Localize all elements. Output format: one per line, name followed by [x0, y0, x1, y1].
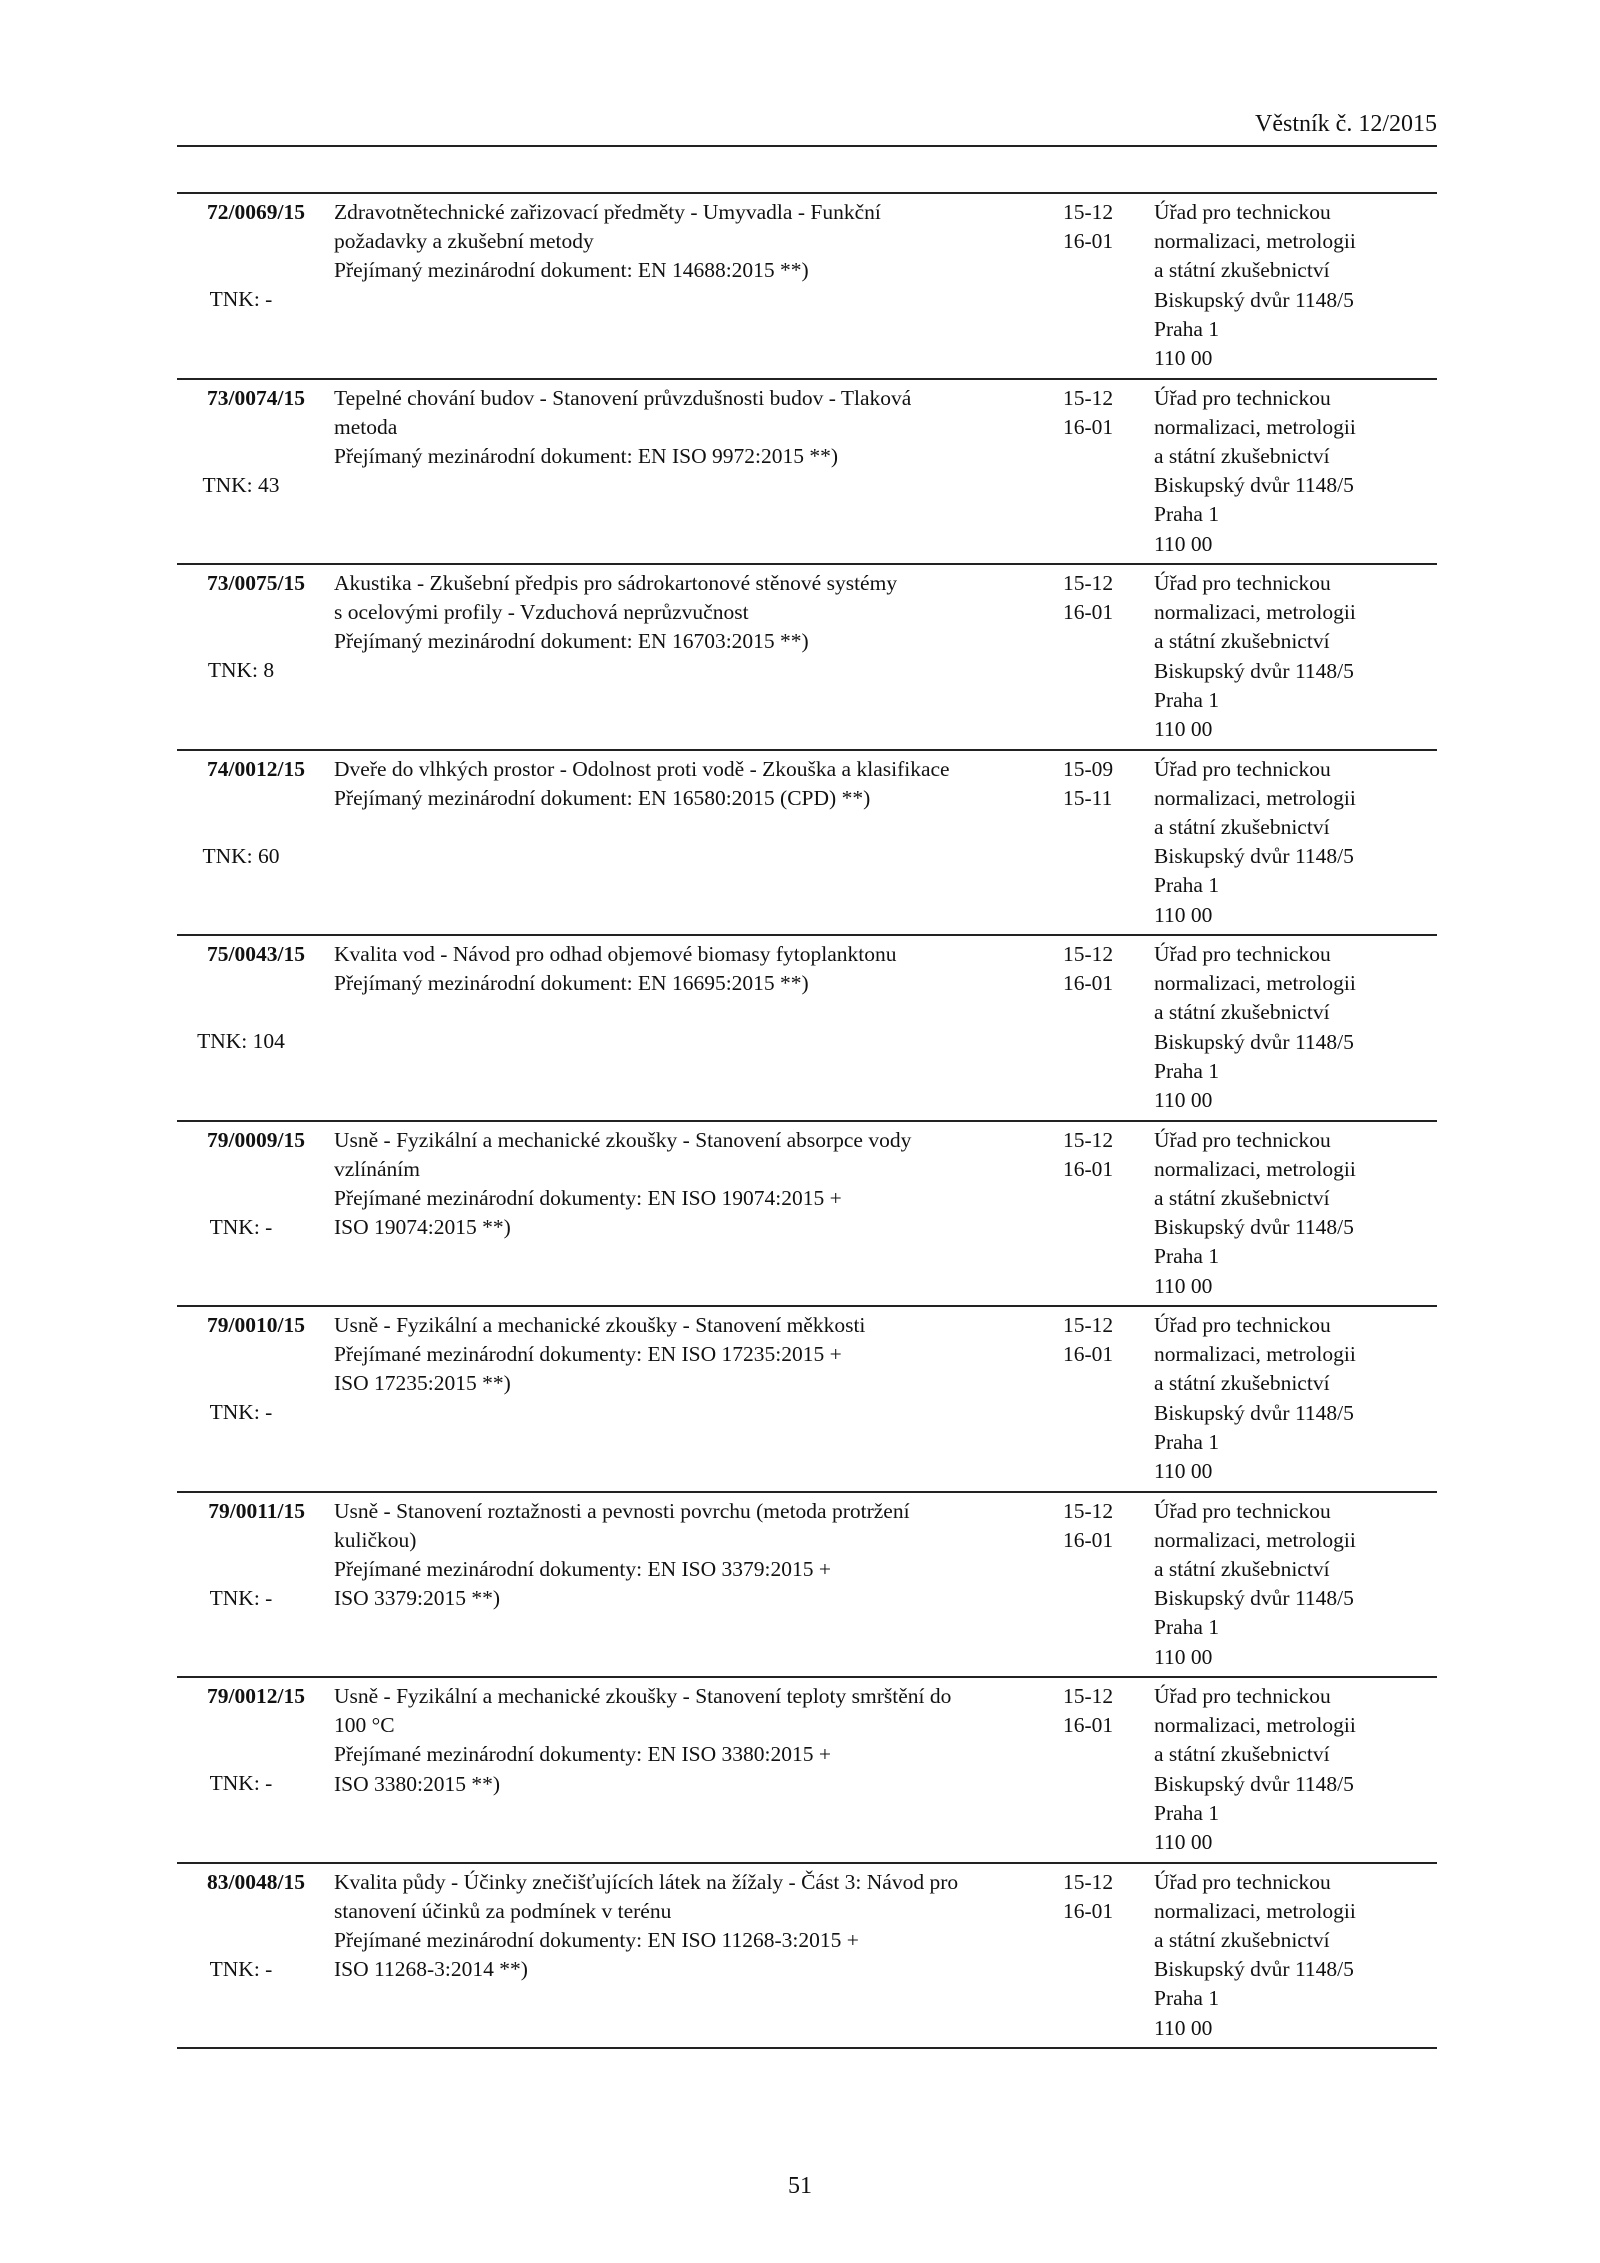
address-line: normalizaci, metrologii: [1154, 414, 1356, 439]
address-line: Úřad pro technickou: [1154, 1498, 1331, 1523]
date: 15-12: [1063, 385, 1114, 410]
address-line: Úřad pro technickou: [1154, 1869, 1331, 1894]
standard-code: 79/0010/15: [207, 1313, 305, 1337]
title-line: Přejímaný mezinárodní dokument: EN 16695:2015 **): [334, 971, 809, 996]
standard-code: 73/0074/15: [207, 385, 305, 410]
tnk-number: TNK: 8: [207, 658, 275, 682]
office-address: [1154, 1868, 1356, 2043]
dates: [1063, 569, 1113, 627]
table-row: [177, 1678, 1437, 1864]
table-row: [177, 194, 1437, 380]
standards-table: [177, 192, 1437, 2049]
date: 16-01: [1063, 600, 1114, 625]
date: 16-01: [1063, 1527, 1114, 1552]
office-address: [1154, 384, 1356, 559]
standard-code: 74/0012/15: [207, 756, 305, 781]
address-line: normalizaci, metrologii: [1154, 1342, 1356, 1367]
title-line: ISO 11268-3:2014 **): [334, 1957, 528, 1982]
address-line: Praha 1: [1154, 502, 1220, 527]
title-line: Přejímané mezinárodní dokumenty: EN ISO 3380:2015 +: [334, 1742, 831, 1767]
title-line: Kvalita půdy - Účinky znečišťujících látek na žížaly - Část 3: Návod pro: [334, 1869, 959, 1894]
office-address: [1154, 198, 1356, 373]
standard-code: 79/0011/15: [208, 1498, 305, 1523]
address-line: Úřad pro technickou: [1154, 1313, 1331, 1337]
address-line: Úřad pro technickou: [1154, 942, 1331, 966]
title-line: ISO 3379:2015 **): [334, 1586, 501, 1611]
dates: [1063, 384, 1113, 442]
office-address: [1154, 755, 1356, 930]
address-line: Biskupský dvůr 1148/5: [1154, 1029, 1354, 1054]
dates: [1063, 1682, 1113, 1740]
table-row: [177, 1493, 1437, 1679]
address-line: normalizaci, metrologii: [1154, 1898, 1356, 1923]
title-line: kuličkou): [334, 1527, 417, 1552]
table-row: [177, 751, 1437, 937]
title-line: Přejímaný mezinárodní dokument: EN ISO 9972:2015 **): [334, 443, 838, 468]
address-line: 110 00: [1154, 346, 1213, 371]
address-line: Praha 1: [1154, 1429, 1220, 1454]
title-line: Přejímané mezinárodní dokumenty: EN ISO 17235:2015 +: [334, 1342, 842, 1367]
address-line: Praha 1: [1154, 1058, 1220, 1083]
table-row: [177, 1307, 1437, 1493]
address-line: Biskupský dvůr 1148/5: [1154, 1771, 1354, 1796]
date: 15-09: [1063, 756, 1114, 781]
tnk-number: TNK: 60: [202, 843, 280, 868]
title-line: Tepelné chování budov - Stanovení průvzdušnosti budov - Tlaková: [334, 385, 912, 410]
title-line: Přejímaný mezinárodní dokument: EN 16703:2015 **): [334, 629, 809, 654]
date: 15-12: [1063, 1313, 1114, 1337]
tnk-number: TNK: -: [209, 1400, 273, 1424]
title-line: Přejímané mezinárodní dokumenty: EN ISO 3379:2015 +: [334, 1556, 831, 1581]
standard-code: 83/0048/15: [207, 1869, 305, 1894]
title-line: s ocelovými profily - Vzduchová neprůzvučnost: [334, 600, 749, 625]
address-line: normalizaci, metrologii: [1154, 1156, 1356, 1181]
office-address: [1154, 1497, 1356, 1672]
title-line: ISO 19074:2015 **): [334, 1215, 511, 1240]
address-line: Praha 1: [1154, 873, 1220, 898]
address-line: Úřad pro technickou: [1154, 756, 1331, 781]
address-line: Biskupský dvůr 1148/5: [1154, 1957, 1354, 1982]
title-line: 100 °C: [334, 1713, 395, 1738]
title-line: Kvalita vod - Návod pro odhad objemové biomasy fytoplanktonu: [334, 942, 897, 966]
date: 15-12: [1063, 1684, 1114, 1708]
address-line: 110 00: [1154, 902, 1213, 927]
address-line: a státní zkušebnictví: [1154, 1185, 1330, 1210]
date: 15-12: [1063, 942, 1114, 966]
tnk-number: TNK: 104: [197, 1029, 285, 1053]
address-line: a státní zkušebnictví: [1154, 1927, 1330, 1952]
address-line: Praha 1: [1154, 1800, 1220, 1825]
dates: [1063, 940, 1113, 998]
address-line: Úřad pro technickou: [1154, 1127, 1331, 1152]
address-line: Biskupský dvůr 1148/5: [1154, 844, 1354, 869]
date: 15-12: [1063, 571, 1114, 595]
table-row: [177, 565, 1437, 751]
standard-code: 73/0075/15: [207, 571, 305, 595]
dates: [1063, 1497, 1113, 1555]
address-line: a státní zkušebnictví: [1154, 629, 1330, 654]
standard-code: 79/0009/15: [207, 1127, 305, 1152]
address-line: Úřad pro technickou: [1154, 1684, 1331, 1708]
title-line: ISO 17235:2015 **): [334, 1371, 511, 1396]
title-line: Přejímaný mezinárodní dokument: EN 14688:2015 **): [334, 258, 809, 283]
office-address: [1154, 1682, 1356, 1857]
address-line: 110 00: [1154, 2015, 1213, 2040]
date: 16-01: [1063, 414, 1114, 439]
address-line: Praha 1: [1154, 1615, 1220, 1640]
address-line: 110 00: [1154, 717, 1213, 742]
address-line: a státní zkušebnictví: [1154, 443, 1330, 468]
title-line: Usně - Fyzikální a mechanické zkoušky - Stanovení měkkosti: [334, 1313, 866, 1337]
title-line: Usně - Stanovení roztažnosti a pevnosti povrchu (metoda protržení: [334, 1498, 910, 1523]
title-line: Přejímaný mezinárodní dokument: EN 16580:2015 (CPD) **): [334, 785, 871, 810]
tnk-number: TNK: 43: [202, 472, 280, 497]
address-line: 110 00: [1154, 1459, 1213, 1484]
address-line: a státní zkušebnictví: [1154, 1742, 1330, 1767]
date: 15-12: [1063, 1869, 1114, 1894]
date: 16-01: [1063, 971, 1114, 996]
table-row: [177, 1864, 1437, 2050]
address-line: 110 00: [1154, 1088, 1213, 1113]
tnk-number: TNK: -: [209, 1585, 273, 1610]
standard-code: 79/0012/15: [207, 1684, 305, 1708]
date: 15-12: [1063, 1498, 1114, 1523]
title-line: ISO 3380:2015 **): [334, 1771, 501, 1796]
standard-code: 72/0069/15: [207, 200, 305, 224]
address-line: a státní zkušebnictví: [1154, 258, 1330, 283]
title-line: Přejímané mezinárodní dokumenty: EN ISO 19074:2015 +: [334, 1185, 842, 1210]
title-line: Dveře do vlhkých prostor - Odolnost proti vodě - Zkouška a klasifikace: [334, 756, 950, 781]
page-number: 51: [788, 2173, 812, 2199]
address-line: Biskupský dvůr 1148/5: [1154, 658, 1354, 683]
tnk-number: TNK: -: [209, 1214, 273, 1239]
address-line: 110 00: [1154, 1644, 1213, 1669]
dates: [1063, 198, 1113, 256]
tnk-number: TNK: -: [209, 1956, 273, 1981]
address-line: normalizaci, metrologii: [1154, 600, 1356, 625]
office-address: [1154, 940, 1356, 1115]
dates: [1063, 1126, 1113, 1184]
standard-code: 75/0043/15: [207, 942, 305, 966]
address-line: a státní zkušebnictví: [1154, 1556, 1330, 1581]
dates: [1063, 1868, 1113, 1926]
date: 16-01: [1063, 1156, 1114, 1181]
office-address: [1154, 569, 1356, 744]
date: 16-01: [1063, 1342, 1114, 1367]
title-line: Přejímané mezinárodní dokumenty: EN ISO 11268-3:2015 +: [334, 1927, 859, 1952]
dates: [1063, 755, 1113, 813]
address-line: normalizaci, metrologii: [1154, 785, 1356, 810]
table-row: [177, 380, 1437, 566]
date: 16-01: [1063, 1898, 1114, 1923]
dates: [1063, 1311, 1113, 1369]
title-line: Zdravotnětechnické zařizovací předměty - Umyvadla - Funkční: [334, 200, 881, 224]
title-line: stanovení účinků za podmínek v terénu: [334, 1898, 672, 1923]
address-line: normalizaci, metrologii: [1154, 1527, 1356, 1552]
tnk-number: TNK: -: [209, 1771, 273, 1795]
address-line: Úřad pro technickou: [1154, 385, 1331, 410]
address-line: Úřad pro technickou: [1154, 571, 1331, 595]
address-line: Úřad pro technickou: [1154, 200, 1331, 224]
address-line: Biskupský dvůr 1148/5: [1154, 1400, 1354, 1425]
address-line: a státní zkušebnictví: [1154, 814, 1330, 839]
address-line: Praha 1: [1154, 1986, 1220, 2011]
address-line: Praha 1: [1154, 316, 1220, 341]
date: 15-12: [1063, 1127, 1114, 1152]
date: 15-12: [1063, 200, 1114, 224]
title-line: Akustika - Zkušební předpis pro sádrokartonové stěnové systémy: [334, 571, 898, 595]
title-line: Usně - Fyzikální a mechanické zkoušky - Stanovení teploty smrštění do: [334, 1684, 952, 1708]
address-line: Biskupský dvůr 1148/5: [1154, 287, 1354, 312]
table-row: [177, 1122, 1437, 1308]
date: 16-01: [1063, 1713, 1114, 1738]
address-line: 110 00: [1154, 531, 1213, 556]
tnk-number: TNK: -: [209, 287, 273, 311]
address-line: Biskupský dvůr 1148/5: [1154, 1215, 1354, 1240]
address-line: 110 00: [1154, 1273, 1213, 1298]
address-line: normalizaci, metrologii: [1154, 1713, 1356, 1738]
office-address: [1154, 1126, 1356, 1301]
address-line: Praha 1: [1154, 687, 1220, 712]
title-line: Usně - Fyzikální a mechanické zkoušky - Stanovení absorpce vody: [334, 1127, 912, 1152]
address-line: 110 00: [1154, 1830, 1213, 1855]
table-row: [177, 936, 1437, 1122]
address-line: Biskupský dvůr 1148/5: [1154, 473, 1354, 498]
office-address: [1154, 1311, 1356, 1486]
journal-header: Věstník č. 12/2015: [1255, 111, 1437, 137]
title-line: požadavky a zkušební metody: [334, 229, 594, 254]
date: 16-01: [1063, 229, 1114, 254]
address-line: normalizaci, metrologii: [1154, 229, 1356, 254]
title-line: metoda: [334, 414, 398, 439]
address-line: Biskupský dvůr 1148/5: [1154, 1586, 1354, 1611]
header-divider: [177, 145, 1437, 147]
address-line: Praha 1: [1154, 1244, 1220, 1269]
date: 15-11: [1063, 785, 1113, 810]
address-line: a státní zkušebnictví: [1154, 1000, 1330, 1025]
title-line: vzlínáním: [334, 1156, 420, 1181]
address-line: a státní zkušebnictví: [1154, 1371, 1330, 1396]
address-line: normalizaci, metrologii: [1154, 971, 1356, 996]
